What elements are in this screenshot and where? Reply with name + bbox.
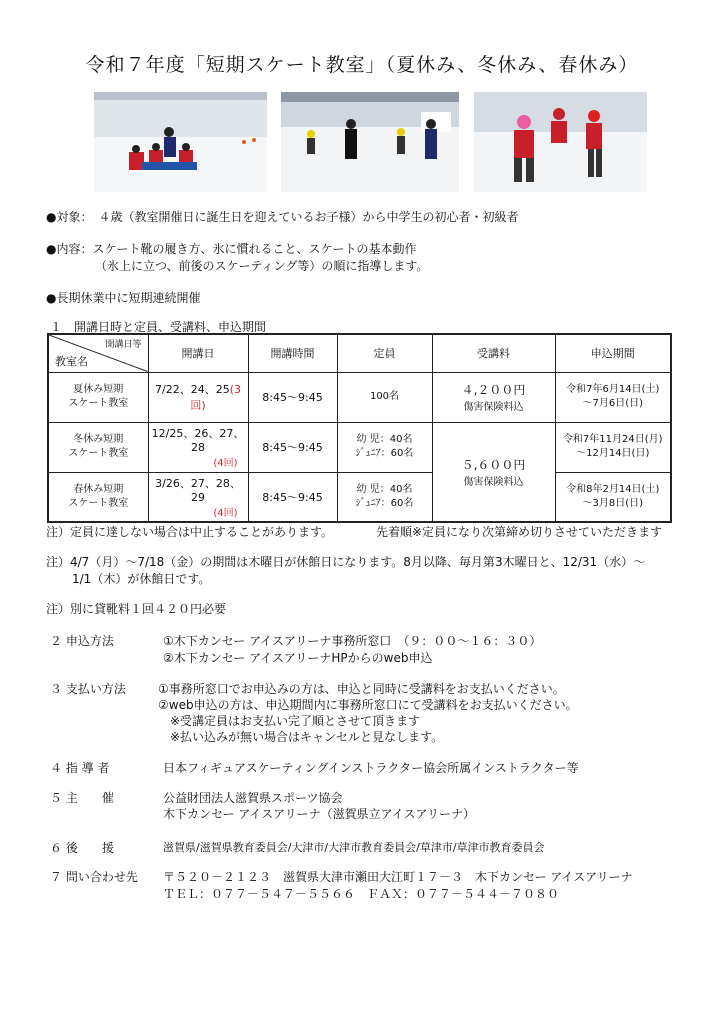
- page-title: 令和７年度「短期スケート教室」（夏休み、冬休み、春休み）: [85, 54, 639, 76]
- class-name-cell: [48, 472, 148, 522]
- section-1-heading: １ 開講日時と定員、受講料、申込期間: [50, 320, 267, 334]
- skating-class-photo-2: [281, 92, 459, 192]
- dates-cell: [148, 372, 248, 422]
- class-name: スケート教室: [68, 398, 129, 409]
- capacity-kids: 幼 児：40名: [356, 483, 413, 495]
- session-count: (3回): [190, 383, 241, 412]
- dates: 7/22、24、25: [155, 383, 230, 396]
- dates-cell: [148, 422, 248, 472]
- target-line: ●対象： ４歳（教室開催日に誕生日を迎えているお子様）から中学生の初心者・初級者: [46, 210, 519, 224]
- skating-class-photo-1: [94, 92, 267, 192]
- fee-note: 傷害保険料込: [463, 476, 524, 488]
- table-row: [48, 372, 671, 422]
- class-name: スケート教室: [68, 497, 129, 509]
- note-capacity: 注）定員に達しない場合は中止することがあります。: [46, 525, 334, 539]
- content-line-1: ●内容：スケート靴の履き方、氷に慣れること、スケートの基本動作: [46, 242, 417, 256]
- capacity-junior: ｼﾞｭﾆｱ：60名: [355, 448, 414, 459]
- fee-other-cell: [432, 422, 555, 522]
- note-first-come: 先着順※定員になり次第締め切りさせていただきます: [376, 525, 663, 539]
- contact-label: ７ 問い合わせ先: [50, 870, 138, 884]
- class-name: スケート教室: [68, 448, 129, 459]
- time-cell: 8:45～9:45: [248, 472, 337, 522]
- payment-line-3: ※受講定員はお支払い完了順とさせて頂きます: [170, 714, 421, 728]
- class-name: 春休み短期: [73, 483, 124, 495]
- apply-line-2: ②木下カンセー アイスアリーナHPからのweb申込: [163, 651, 433, 665]
- class-name-cell: [48, 372, 148, 422]
- period-start: 令和7年11月24日(月): [562, 434, 663, 445]
- dates-cell: [148, 472, 248, 522]
- header-period: 申込期間: [555, 334, 671, 372]
- period-start: 令和8年2月14日(土): [566, 483, 660, 495]
- fee-amount: ４,２００円: [461, 383, 526, 397]
- host-line-1: 公益財団法人滋賀県スポーツ協会: [163, 791, 343, 805]
- period-start: 令和7年6月14日(土): [566, 384, 660, 395]
- period-end: ～12月14日(日): [576, 448, 650, 459]
- host-line-2: 木下カンセー アイスアリーナ（滋賀県立アイスアリーナ）: [163, 807, 475, 821]
- capacity: 100名: [369, 391, 400, 402]
- session-count: (4回): [213, 507, 238, 519]
- instructor-label: ４ 指 導 者: [50, 761, 110, 775]
- capacity-cell: [337, 422, 432, 472]
- header-fee: 受講料: [432, 334, 555, 372]
- table-row: [48, 422, 671, 472]
- fee-note: 傷害保険料込: [463, 402, 524, 413]
- capacity-cell: [337, 472, 432, 522]
- corner-top-label: 開講日等: [105, 340, 142, 350]
- time-cell: 8:45～9:45: [248, 422, 337, 472]
- capacity-cell: [337, 372, 432, 422]
- period-end: ～7月6日(日): [582, 398, 644, 409]
- support-label: ６ 後 援: [50, 841, 114, 855]
- support-value: 滋賀県/滋賀県教育委員会/大津市/大津市教育委員会/草津市/草津市教育委員会: [163, 841, 545, 854]
- header-time: 開講時間: [248, 334, 337, 372]
- header-dates: 開講日: [148, 334, 248, 372]
- session-count: (4回): [213, 458, 238, 469]
- skating-class-photo-3: [474, 92, 647, 192]
- table-corner-cell: [48, 334, 148, 372]
- corner-bottom-label: 教室名: [55, 354, 88, 368]
- period-cell: [555, 422, 671, 472]
- payment-line-2: ②web申込の方は、申込期間内に事務所窓口にて受講料をお支払いください。: [158, 698, 578, 712]
- dates: 3/26、27、28、29: [155, 476, 241, 504]
- period-end: ～3月8日(日): [582, 497, 644, 509]
- dates: 12/25、26、27、28: [151, 427, 245, 454]
- table-row: [48, 472, 671, 522]
- content-line-2: （氷上に立つ、前後のスケーティング等）の順に指導します。: [95, 259, 429, 273]
- class-name: 冬休み短期: [73, 434, 124, 445]
- payment-line-4: ※払い込みが無い場合はキャンセルと見なします。: [170, 730, 444, 744]
- class-name: 夏休み短期: [73, 384, 124, 395]
- apply-line-1: ①木下カンセー アイスアリーナ事務所窓口 （９：００～１６：３０）: [163, 634, 542, 648]
- time-cell: 8:45～9:45: [248, 372, 337, 422]
- instructor-value: 日本フィギュアスケーティングインストラクター協会所属インストラクター等: [163, 761, 579, 775]
- note-closed-days-2: 1/1（木）が休館日です。: [72, 572, 211, 586]
- payment-line-1: ①事務所窓口でお申込みの方は、申込と同時に受講料をお支払いください。: [158, 682, 565, 696]
- fee-summer-cell: [432, 372, 555, 422]
- apply-label: ２ 申込方法: [50, 634, 114, 648]
- fee-amount: ５,６００円: [461, 457, 526, 472]
- table-header-row: [48, 334, 671, 372]
- contact-address: 〒５２０－２１２３ 滋賀県大津市瀬田大江町１７－３ 木下カンセー アイスアリーナ: [163, 870, 633, 884]
- period-cell: [555, 372, 671, 422]
- schedule-table: [47, 333, 672, 523]
- long-break-line: ●長期休業中に短期連続開催: [46, 291, 201, 305]
- note-closed-days-1: 注）4/7（月）～7/18（金）の期間は木曜日が休館日になります。8月以降、毎月第3木曜日と、12/31（水）～: [46, 555, 646, 569]
- header-capacity: 定員: [337, 334, 432, 372]
- payment-label: ３ 支払い方法: [50, 682, 126, 696]
- contact-phone-fax: ＴＥＬ：０７７－５４７－５５６６ ＦＡＸ：０７７－５４４－７０８０: [163, 887, 560, 901]
- class-name-cell: [48, 422, 148, 472]
- period-cell: [555, 472, 671, 522]
- capacity-kids: 幼 児：40名: [356, 434, 413, 445]
- host-label: ５ 主 催: [50, 791, 114, 805]
- capacity-junior: ｼﾞｭﾆｱ：60名: [355, 497, 414, 509]
- note-shoe-rental: 注）別に貸靴料１回４２０円必要: [46, 602, 227, 616]
